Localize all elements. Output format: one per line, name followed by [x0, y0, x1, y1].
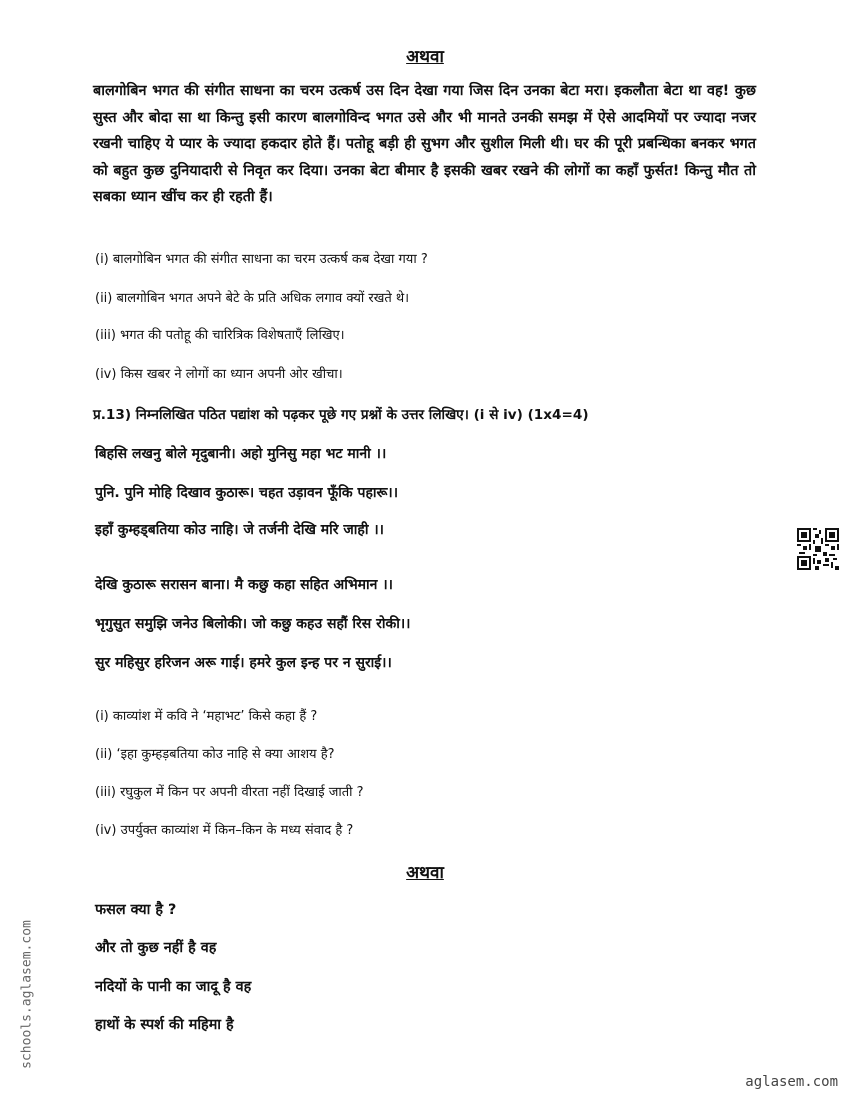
- question-item: (iii) भगत की पतोहू की चारित्रिक विशेषताएँ लिखिए।: [95, 328, 345, 343]
- question-item: (iv) उपर्युक्त काव्यांश में किन–किन के मध्य संवाद है ?: [95, 823, 354, 838]
- heading-athva-2: अथवा: [406, 863, 444, 883]
- poem-line: नदियों के पानी का जादू है वह: [95, 979, 252, 995]
- question-item: (ii) ‘इहा कुम्हड़बतिया कोउ नाहि से क्या आशय है?: [95, 747, 335, 762]
- question-item: (ii) बालगोबिन भगत अपने बेटे के प्रति अधिक लगाव क्यों रखते थे।: [95, 291, 410, 306]
- verse-line: बिहसि लखनु बोले मृदुबानी। अहो मुनिसु महा भट मानी ।।: [95, 446, 387, 462]
- footer-watermark: aglasem.com: [745, 1074, 838, 1090]
- prose-passage: बालगोबिन भगत की संगीत साधना का चरम उत्कर्ष उस दिन देखा गया जिस दिन उनका बेटा मरा। इकलौता बेटा था वह! कुछ सुस्त और बोदा सा था किन्तु इसी कारण बालगोविन्द भगत उसे और भी मानते उनकी समझ में ऐसे आदमियों पर ज्यादा नजर रखनी चाहिए ये प्यार के ज्यादा हकदार होते हैं। पतोहू बड़ी ही सुभग और सुशील मिली थी। घर की पूरी प्रबन्धिका बनकर भगत को बहुत कुछ दुनियादारी से निवृत कर दिया। उनका बेटा बीमार है इसकी खबर रखने की लोगों का कहाँ फुर्सत! किन्तु मौत तो सबका ध्यान खींच कर ही रहती हैं।: [93, 83, 756, 205]
- question-item: (i) बालगोबिन भगत की संगीत साधना का चरम उत्कर्ष कब देखा गया ?: [95, 252, 428, 267]
- poem-line: और तो कुछ नहीं है वह: [95, 940, 217, 956]
- question-item: (iii) रघुकुल में किन पर अपनी वीरता नहीं दिखाई जाती ?: [95, 785, 364, 800]
- verse-line: भृगुसुत समुझि जनेउ बिलोकी। जो कछु कहउ सहौं रिस रोकी।।: [95, 616, 411, 632]
- qr-code-icon: [797, 528, 839, 570]
- heading-athva-1: अथवा: [406, 47, 444, 67]
- verse-line: सुर महिसुर हरिजन अरू गाई। हमरे कुल इन्ह पर न सुराई।।: [95, 655, 392, 671]
- question-item: (i) काव्यांश में कवि ने ‘महाभट’ किसे कहा हैं ?: [95, 709, 318, 724]
- poem-line: हाथों के स्पर्श की महिमा है: [95, 1017, 234, 1033]
- poem-line: फसल क्या है ?: [95, 902, 177, 918]
- question-13-instruction: प्र.13) निम्नलिखित पठित पद्यांश को पढ़कर पूछे गए प्रश्नों के उत्तर लिखिए। (i से iv) (1x4=4): [93, 407, 589, 423]
- side-watermark: schools.aglasem.com: [19, 920, 35, 1069]
- question-item: (iv) किस खबर ने लोगों का ध्यान अपनी ओर खीचा।: [95, 367, 343, 382]
- verse-line: देखि कुठारू सरासन बाना। मै कछु कहा सहित अभिमान ।।: [95, 577, 393, 593]
- verse-line: पुनि. पुनि मोहि दिखाव कुठारू। चहत उड़ावन फूँकि पहारू।।: [95, 485, 399, 501]
- verse-line: इहाँ कुम्हड्बतिया कोउ नाहि। जे तर्जनी देखि मरि जाही ।।: [95, 522, 384, 538]
